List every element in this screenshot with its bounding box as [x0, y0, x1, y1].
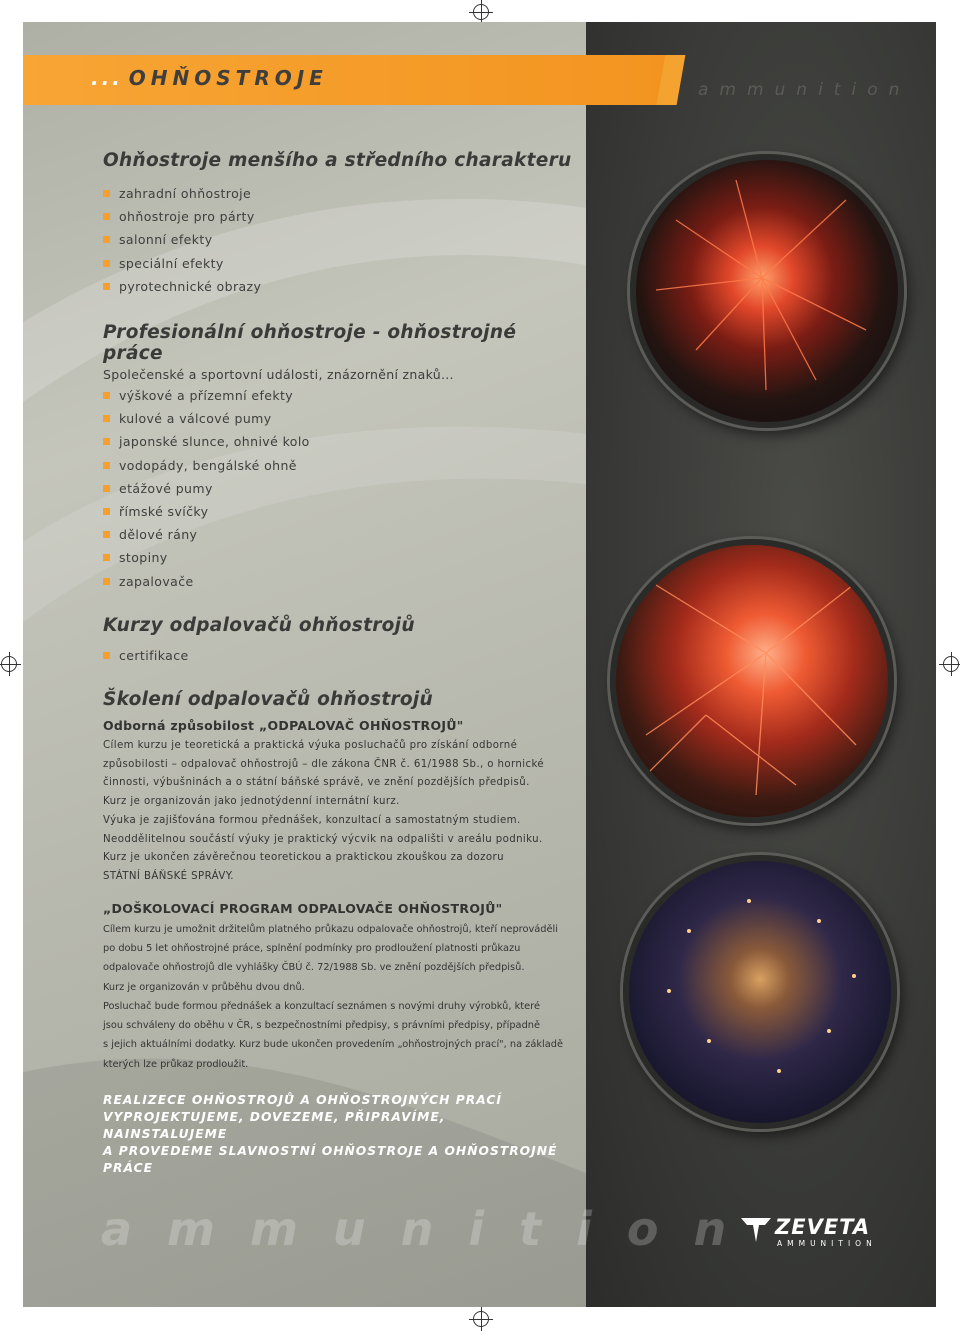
text-line: Neoddělitelnou součástí výuky je praktický výcvik na odpališti v areálu podniku. — [103, 833, 543, 845]
list-item: zapalovače — [103, 570, 573, 593]
list-item: speciální efekty — [103, 252, 573, 275]
list-professional — [103, 384, 573, 593]
section-heading-courses: Kurzy odpalovačů ohňostrojů — [103, 614, 415, 636]
firework-photo-1 — [630, 154, 904, 428]
section-heading-small-fireworks: Ohňostroje menšího a středního charakteru — [103, 150, 572, 171]
logo-name: ZEVETA — [775, 1215, 871, 1239]
list-small-fireworks — [103, 182, 573, 298]
main-content — [103, 150, 573, 1177]
zeveta-logo-icon — [741, 1216, 771, 1242]
firework-photo-2 — [610, 539, 894, 823]
text-line: Cílem kurzu je teoretická a praktická výuka posluchačů pro získání odborné — [103, 740, 518, 752]
logo-subtitle: AMMUNITION — [777, 1239, 877, 1248]
section-heading-training: Školení odpalovačů ohňostrojů — [103, 689, 434, 711]
slogan-line: A PROVEDEME SLAVNOSTNÍ OHŇOSTROJE A OHŇOSTROJNÉ PRÁCE — [103, 1144, 558, 1176]
registration-mark-top — [473, 4, 489, 20]
refresher-subheading: „DOŠKOLOVACÍ PROGRAM ODPALOVAČE OHŇOSTROJŮ" — [103, 900, 503, 916]
text-line: jsou schváleny do oběhu v ČR, s bezpečnostními předpisy, s právními předpisy, případně — [103, 1020, 541, 1032]
slogan-line: VYPROJEKTUJEME, DOVEZEME, PŘIPRAVÍME, NAINSTALUJEME — [103, 1110, 446, 1142]
text-line: Kurz je organizován v průběhu dvou dnů. — [103, 981, 305, 993]
list-item: pyrotechnické obrazy — [103, 275, 573, 298]
banner-title-text: OHŇOSTROJE — [128, 66, 328, 90]
text-line: kterých lze průkaz prodloužit. — [103, 1058, 249, 1070]
list-item: výškové a přízemní efekty — [103, 384, 573, 407]
text-line: Cílem kurzu je umožnit držitelům platného průkazu odpalovače ohňostrojů, kteří neprováděli — [103, 923, 558, 935]
list-item: kulové a válcové pumy — [103, 407, 573, 430]
list-item: certifikace — [103, 644, 573, 667]
ammunition-watermark-top: ammunition — [698, 80, 911, 100]
registration-mark-bottom — [473, 1311, 489, 1327]
training-subheading: Odborná způsobilost „ODPALOVAČ OHŇOSTROJŮ" — [103, 718, 464, 734]
list-item: japonské slunce, ohnivé kolo — [103, 430, 573, 453]
banner-title — [91, 66, 328, 90]
banner-dots: ... — [91, 66, 123, 90]
list-item: stopiny — [103, 546, 573, 569]
text-line: Výuka je zajišťována formou přednášek, konzultací a samostatným studiem. — [103, 814, 521, 826]
firework-photo-3 — [623, 855, 897, 1129]
text-line: Posluchač bude formou přednášek a konzultací seznámen s novými druhy výrobků, které — [103, 1000, 540, 1012]
slogan — [103, 1092, 573, 1177]
slogan-line: REALIZECE OHŇOSTROJŮ A OHŇOSTROJNÝCH PRACÍ — [103, 1093, 502, 1108]
text-line: Kurz je organizován jako jednotýdenní internátní kurz. — [103, 796, 400, 808]
section-heading-professional: Profesionální ohňostroje - ohňostrojné práce — [103, 322, 517, 365]
list-item: etážové pumy — [103, 477, 573, 500]
text-line: s jejich aktuálními dodatky. Kurz bude ukončen provedením „ohňostrojných prací", na základě — [103, 1039, 564, 1051]
sparks-1 — [636, 160, 898, 422]
text-line: Kurz je ukončen závěrečnou teoretickou a praktickou zkouškou za dozoru — [103, 852, 504, 864]
list-courses — [103, 644, 573, 667]
poster-page — [23, 22, 936, 1307]
sparks-2 — [616, 545, 888, 817]
training-text — [103, 737, 573, 887]
text-line: STÁTNÍ BÁŇSKÉ SPRÁVY. — [103, 870, 234, 882]
list-item: zahradní ohňostroje — [103, 182, 573, 205]
sparks-3 — [629, 861, 891, 1123]
refresher-text — [103, 920, 573, 1074]
registration-mark-right — [943, 656, 959, 672]
list-item: římské svíčky — [103, 500, 573, 523]
text-line: po dobu 5 let ohňostrojné práce, splnění podmínky pro prodloužení platnosti průkazu — [103, 942, 521, 954]
list-item: vodopády, bengálské ohně — [103, 454, 573, 477]
list-item: salonní efekty — [103, 228, 573, 251]
list-item: ohňostroje pro párty — [103, 205, 573, 228]
text-line: odpalovače ohňostrojů dle vyhlášky ČBÚ č. 72/1988 Sb. ve znění pozdějších předpisů. — [103, 962, 525, 974]
text-line: činnosti, výbušninách a o státní báňské správě, ve znění pozdějších předpisů. — [103, 777, 530, 789]
section-intro: Společenské a sportovní události, znázornění znaků... — [103, 367, 454, 383]
ammunition-watermark-bottom: ammunition — [101, 1202, 762, 1256]
registration-mark-left — [1, 656, 17, 672]
text-line: způsobilosti – odpalovač ohňostrojů – dle zákona ČNR č. 61/1988 Sb., o hornické — [103, 758, 545, 770]
list-item: dělové rány — [103, 523, 573, 546]
